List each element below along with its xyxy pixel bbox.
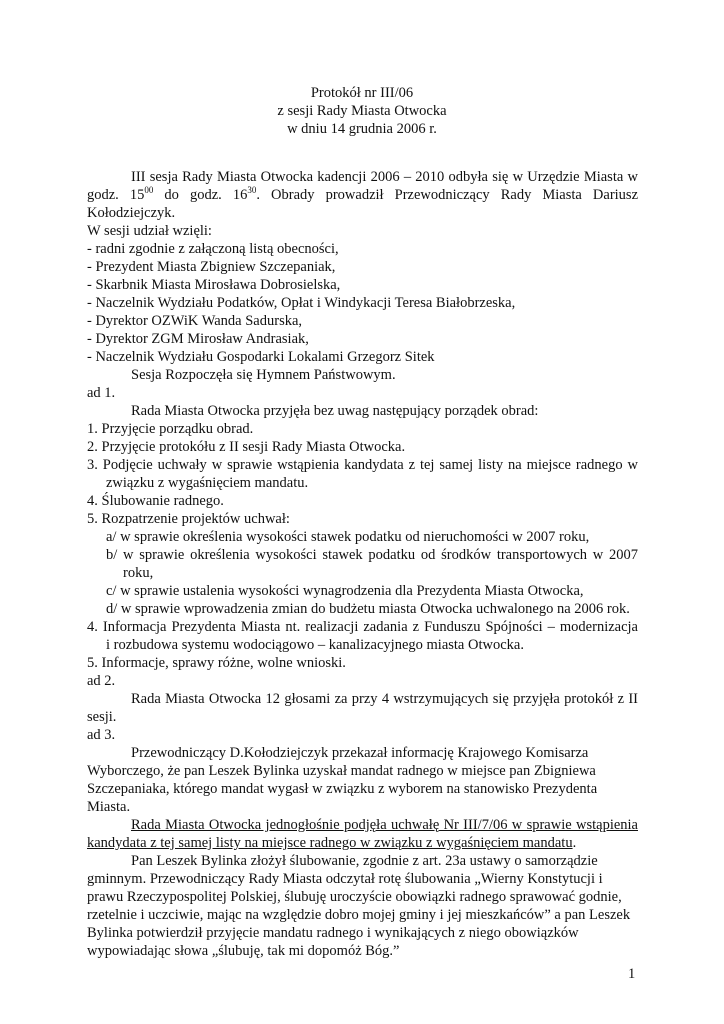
ad1-label: ad 1. (87, 385, 116, 401)
intro-line: Kołodziejczyk. (87, 205, 176, 221)
agenda-item-continued: i rozbudowa systemu wodociągowo – kanalizacyjnego miasta Otwocka. (106, 637, 524, 653)
protocol-subtitle: z sesji Rady Miasta Otwocka (277, 103, 447, 119)
attendee-item: - Naczelnik Wydziału Podatków, Opłat i Windykacji Teresa Białobrzeska, (87, 295, 516, 311)
ad3-label: ad 3. (87, 727, 116, 743)
protocol-date: w dniu 14 grudnia 2006 r. (287, 121, 437, 137)
attendee-item: - Naczelnik Wydziału Gospodarki Lokalami Grzegorz Sitek (87, 349, 435, 365)
agenda-item: 5. Rozpatrzenie projektów uchwał: (87, 511, 290, 527)
ad3-paragraph-line: Szczepaniaka, którego mandat wygasł w związku z wyborem na stanowisko Prezydenta (87, 781, 598, 797)
resolution-text: kandydata z tej samej listy na miejsce radnego w związku z wygaśnięciem mandatu. (87, 835, 577, 851)
anthem-line: Sesja Rozpoczęła się Hymnem Państwowym. (131, 367, 396, 383)
attendee-item: - Prezydent Miasta Zbigniew Szczepaniak, (87, 259, 336, 275)
attendee-item: - Dyrektor OZWiK Wanda Sadurska, (87, 313, 303, 329)
ad2-text: Rada Miasta Otwocka 12 głosami za przy 4 wstrzymujących się przyjęła protokół z II (131, 691, 638, 707)
oath-paragraph-line: wypowiadając słowa „ślubuję, tak mi dopomóż Bóg.” (87, 943, 400, 959)
agenda-item: 3. Podjęcie uchwały w sprawie wstąpienia kandydata z tej samej listy na miejsce radnego w (87, 457, 638, 473)
resolution-text: Rada Miasta Otwocka jednogłośnie podjęła uchwałę Nr III/7/06 w sprawie wstąpienia (131, 817, 638, 833)
ad3-paragraph-line: Miasta. (87, 799, 131, 815)
oath-paragraph-line: gminnym. Przewodniczący Rady Miasta odczytał rotę ślubowania „Wierny Konstytucji i (87, 871, 603, 887)
agenda-subitem: a/ w sprawie określenia wysokości stawek podatku od nieruchomości w 2007 roku, (106, 529, 590, 545)
intro-line: III sesja Rady Miasta Otwocka kadencji 2006 – 2010 odbyła się w Urzędzie Miasta w (131, 169, 638, 185)
agenda-subitem: c/ w sprawie ustalenia wysokości wynagrodzenia dla Prezydenta Miasta Otwocka, (106, 583, 584, 599)
agenda-item: 1. Przyjęcie porządku obrad. (87, 421, 254, 437)
agenda-item: 4. Informacja Prezydenta Miasta nt. realizacji zadania z Funduszu Spójności – modernizacja (87, 619, 638, 635)
ad2-text: sesji. (87, 709, 117, 725)
agenda-subitem: b/ w sprawie określenia wysokości stawek podatku od środków transportowych w 2007 (106, 547, 638, 563)
attendee-item: - Skarbnik Miasta Mirosława Dobrosielska, (87, 277, 341, 293)
agenda-item: 4. Ślubowanie radnego. (87, 493, 224, 509)
intro-hours-line: godz. $15^{00}$ do godz. $16^{30}$. Obrady prowadził Przewodniczący Rady Miasta Dariusz (87, 185, 639, 203)
agenda-item: 2. Przyjęcie protokółu z II sesji Rady Miasta Otwocka. (87, 439, 406, 455)
protocol-title: Protokół nr III/06 (310, 85, 414, 101)
agenda-subitem-continued: roku, (123, 565, 154, 581)
page-number: 1 (628, 966, 636, 982)
agenda-item: 5. Informacje, sprawy różne, wolne wnioski. (87, 655, 346, 671)
oath-paragraph-line: Pan Leszek Bylinka złożył ślubowanie, zgodnie z art. 23a ustawy o samorządzie (131, 853, 598, 869)
attendee-item: - radni zgodnie z załączoną listą obecności, (87, 241, 339, 257)
ad3-paragraph-line: Wyborczego, że pan Leszek Bylinka uzyskał mandat radnego w miejsce pan Zbigniewa (87, 763, 596, 779)
oath-paragraph-line: rzetelnie i uczciwie, mając na względzie dobro mojej gminy i jej mieszkańców” a pan Leszek (87, 907, 631, 923)
agenda-lead: Rada Miasta Otwocka przyjęła bez uwag następujący porządek obrad: (131, 403, 539, 419)
oath-paragraph-line: Bylinka potwierdził przyjęcie mandatu radnego i wynikających z niego obowiązków (87, 925, 579, 941)
agenda-subitem: d/ w sprawie wprowadzenia zmian do budżetu miasta Otwocka uchwalonego na 2006 rok. (106, 601, 630, 617)
oath-paragraph-line: prawu Rzeczypospolitej Polskiej, ślubuję uroczyście obowiązki radnego sprawować godnie, (87, 889, 622, 905)
ad3-paragraph-line: Przewodniczący D.Kołodziejczyk przekazał informację Krajowego Komisarza (131, 745, 589, 761)
attendee-item: - Dyrektor ZGM Mirosław Andrasiak, (87, 331, 309, 347)
attendance-heading: W sesji udział wzięli: (87, 223, 212, 239)
ad2-label: ad 2. (87, 673, 116, 689)
agenda-item-continued: związku z wygaśnięciem mandatu. (106, 475, 309, 491)
